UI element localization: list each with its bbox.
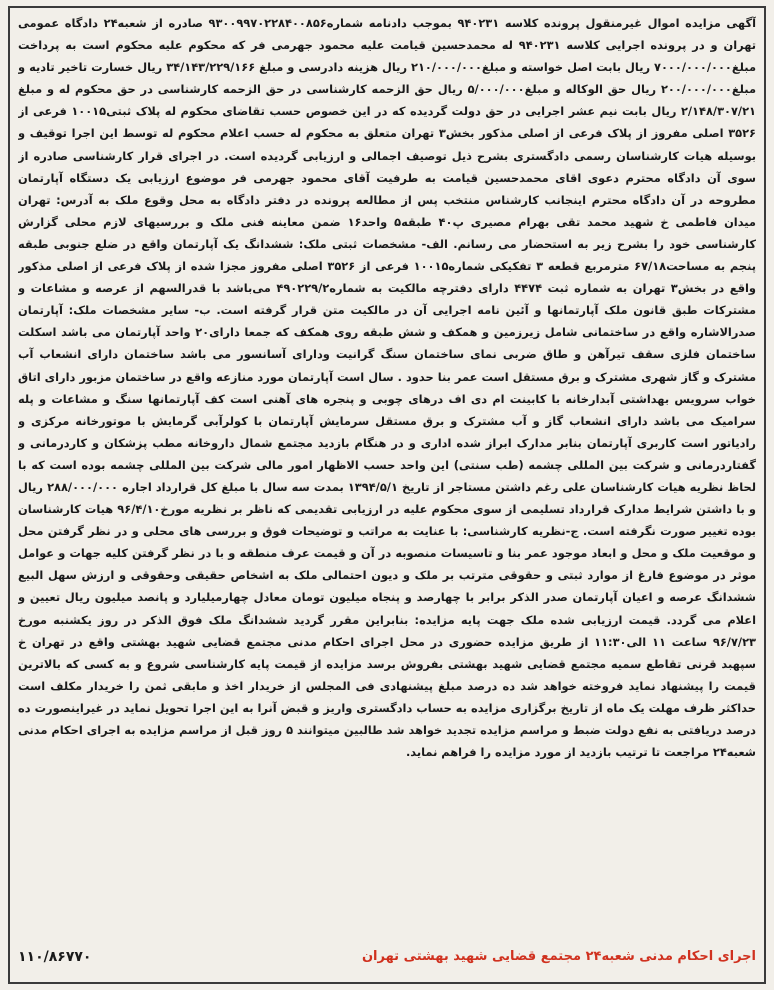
notice-paragraph: آگهی مزایده اموال غیرمنقول پرونده کلاسه ۹۴۰۲۳۱ بموجب دادنامه شماره۹۳۰۰۹۹۷۰۲۲۸۴۰۰۸۵۶ صادره از شعبه۲۴ دادگاه عمومی تهران و در پرونده اجرایی کلاسه ۹۴۰۲۳۱ له محمدحسین قیامت علیه محمود جهرمی فر که محکوم علیه محکوم است به پرداخت مبلغ۷۰۰۰/۰۰۰/۰۰۰ ریال بابت اصل خواسته و مبلغ۲۱۰/۰۰۰/۰۰۰ ریال هزینه دادرسی و مبلغ ۳۴/۱۴۳/۲۲۹/۱۶۶ ریال خسارت تاخیر تادیه و مبلغ۲۰۰/۰۰۰/۰۰۰ ریال حق الوکاله و مبلغ۵/۰۰۰/۰۰۰ ریال حق الزحمه کارشناسی در حق الزحمه کارشناسی در حق محکوم له و مبلغ ۲/۱۴۸/۳۰۷/۲۱ ریال بابت نیم عشر اجرایی در حق دولت گردیده که در این خصوص حسب تقاضای محکوم له پلاک ثبتی۱۰۰۱۵ فرعی از ۳۵۲۶ اصلی مفروز از پلاک فرعی از اصلی مذکور بخش۳ تهران متعلق به محکوم له حسب اعلام محکوم له توسط این اجرا توقیف و بوسیله هیات کارشناسان رسمی دادگستری بشرح ذیل توصیف اجمالی و ارزیابی گردیده است. در اجرای قرار کارشناسی صادره از سوی آن دادگاه محترم دعوی اقای محمدحسین قیامت به طرفیت آقای محمود جهرمی فر موضوع ارزیابی یک دستگاه آپارتمان مطروحه در آن دادگاه محترم اینجانب کارشناس منتخب پس از مطالعه پرونده در دفتر دادگاه به محل وقوع ملک به آدرس: تهران میدان فاطمی خ شهید محمد تقی بهرام مصیری پ۴۰ طبقه۵ واحد۱۶ ضمن معاینه فنی ملک و بررسیهای لازم محلی گزارش کارشناسی خود را بشرح زیر به استحضار می رسانم. الف- مشخصات ثبتی ملک: ششدانگ یک آپارتمان واقع در ضلع جنوبی طبقه پنجم به مساحت۶۷/۱۸ مترمربع قطعه ۳ تفکیکی شماره۱۰۰۱۵ فرعی از ۳۵۲۶ اصلی مفروز مجزا شده از پلاک فرعی از اصلی مذکور واقع در بخش۳ تهران به شماره ثبت ۴۴۷۴ دارای دفترچه مالکیت به شماره۴۹۰۲۲۹/۲ می‌باشد با قدرالسهم از عرصه و مشاعات و مشترکات طبق قانون ملک آپارتمانها و آئین نامه اجرایی آن در مالکیت متن قرار گرفته است. ب- سایر مشخصات ملک: آپارتمان صدرالاشاره واقع در ساختمانی شامل زیرزمین و همکف و شش طبقه روی همکف که جمعا دارای۲۰ واحد آپارتمان می باشد اسکلت ساختمان فلزی سقف تیرآهن و طاق ضربی نمای ساختمان سنگ گرانیت ودارای آسانسور می باشد ساختمان دارای انشعاب آب مشترک و گاز شهری مشترک و برق مستقل است عمر بنا حدود . سال است آپارتمان مورد منازعه واقع در ساختمان مزبور دارای اتاق خواب سرویس بهداشتی آبدارخانه با کابینت ام دی اف درهای چوبی و پنجره های آهنی است کف آپارتمانها سنگ و مشاعات و پله سرامیک می باشد دارای انشعاب گاز و آب مشترک و برق مستقل سرمایش آپارتمان با کولرآبی گرمایش با موتورخانه مرکزی و رادیاتور است کاربری آپارتمان بنابر مدارک ابراز شده اداری و در هنگام بازدید مجتمع شمال داروخانه مطب پزشکان و کاردرمانی و گفتاردرمانی و شرکت بین المللی چشمه (طب سنتی) این واحد حسب الاظهار امور مالی شرکت بین المللی چشمه بوده است که با لحاظ نظریه هیات کارشناسان علی رغم داشتن مستاجر از تاریخ ۱۳۹۴/۵/۱ بمدت سه سال با مبلغ کل قرارداد اجاره ۲۸۸/۰۰۰/۰۰۰ ریال و با داشتن شرایط مدارک قرارداد تسلیمی از سوی محکوم علیه در ارزیابی تقدیمی که ناظر بر نظریه مورخ۹۶/۴/۱۰ هیات کارشناسان بوده تغییر صورت نگرفته است. ج-نظریه کارشناسی: با عنایت به مراتب و توضیحات فوق و بررسی های محلی و در نظر گرفتن محل و موقعیت ملک و محل و ابعاد موجود عمر بنا و تاسیسات منصوبه در آن و قیمت عرف منطقه و با در نظر گرفتن کلیه جهات و عوامل موثر در موضوع فارغ از موارد ثبتی و حقوقی مترتب بر ملک و دیون احتمالی ملک به اشخاص حقیقی وحقوقی و ارزش سهل البیع ششدانگ عرصه و اعیان آپارتمان صدر الذکر برابر با چهارصد و پنجاه میلیون تومان معادل چهارمیلیارد و پانصد میلیون ریال تعیین و اعلام می گردد. قیمت ارزیابی شده ملک جهت پایه مزایده: بنابراین مقرر گردید ششدانگ ملک فوق الذکر در روز یکشنبه مورخ ۹۶/۷/۲۳ ساعت ۱۱ الی۱۱:۳۰ از طریق مزایده حضوری در محل اجرای احکام مدنی مجتمع قضایی شهید بهشتی واقع در تهران خ سپهبد قرنی تقاطع سمیه مجتمع قضایی شهید بهشتی بفروش برسد مزایده از قیمت پایه کارشناسی شروع و به کسی که بالاترین قیمت را پیشنهاد نماید فروخته خواهد شد ده درصد مبلغ پیشنهادی فی المجلس از خریدار اخذ و مابقی ثمن را خریدار مکلف است حداکثر ظرف مهلت یک ماه از تاریخ برگزاری مزایده به حساب دادگستری واریز و قبض آنرا به این اجرا تحویل نماید در غیراینصورت ده درصد دریافتی به نفع دولت ضبط و مراسم مزایده تجدید خواهد شد طالبین میتوانند ۵ روز قبل از مراسم مزایده به اجرای احکام مدنی شعبه۲۴ مراجعت تا ترتیب بازدید از مورد مزایده را فراهم نماید.: [18, 16, 756, 760]
auction-notice-body: [18, 12, 756, 947]
notice-footer: [18, 949, 756, 977]
issuer-signature: اجرای احکام مدنی شعبه۲۴ مجتمع قضایی شهید بهشتی تهران: [361, 949, 756, 964]
notice-code: ۱۱۰/۸۶۷۷۰: [18, 949, 92, 965]
